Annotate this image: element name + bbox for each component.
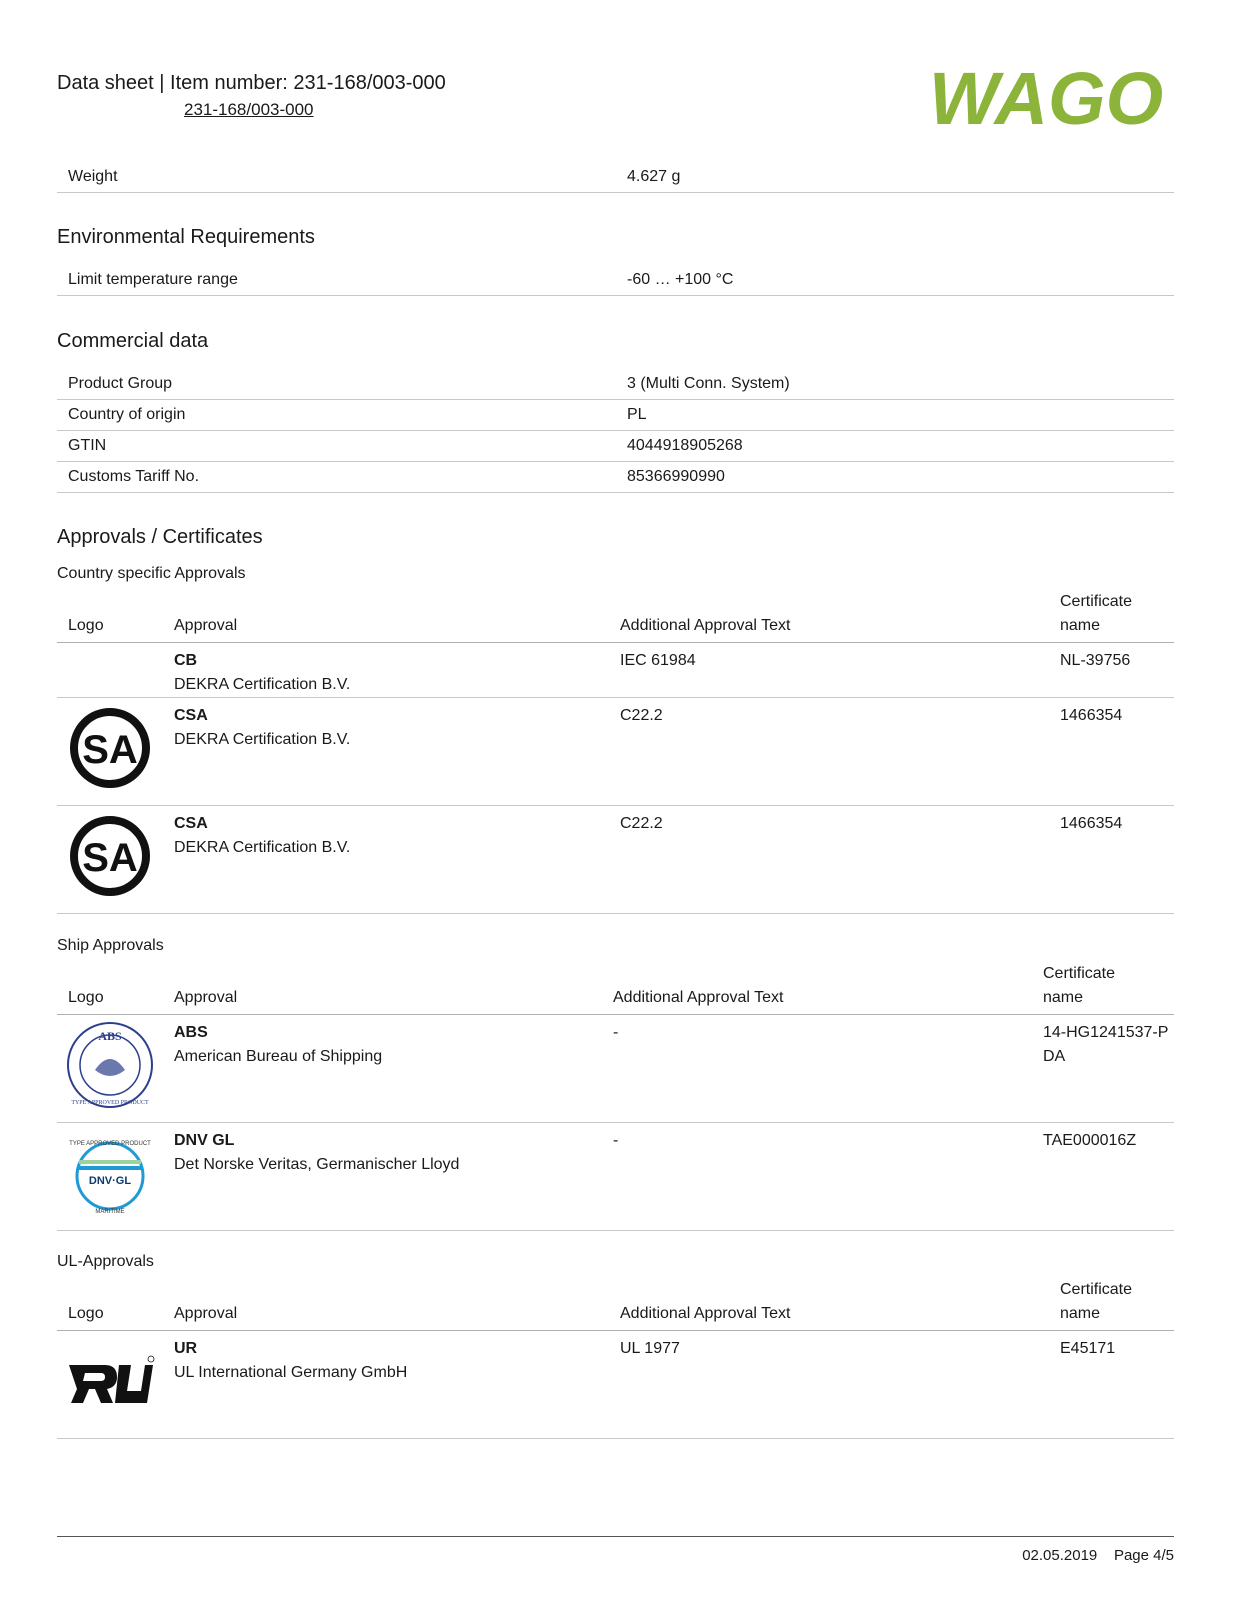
table-row	[57, 806, 1174, 914]
logo-cell-empty	[57, 643, 163, 698]
commercial-title: Commercial data	[57, 330, 209, 352]
table-row	[57, 1331, 1174, 1439]
footer-divider	[57, 1536, 1174, 1537]
approval-org: DEKRA Certification B.V.	[174, 676, 351, 693]
col-approval: Approval	[163, 590, 609, 643]
approvals-title: Approvals / Certificates	[57, 526, 263, 548]
table-row	[57, 162, 1174, 193]
table-header-row	[57, 962, 1174, 1015]
table-header-row	[57, 590, 1174, 643]
approval-cell	[163, 806, 609, 914]
table-row	[57, 369, 1174, 400]
csa-icon	[57, 698, 163, 806]
cert-name: 1466354	[1049, 806, 1174, 914]
wago-logo	[918, 58, 1174, 144]
footer-page: Page 4/5	[1113, 1547, 1174, 1564]
approval-text: C22.2	[609, 698, 1049, 806]
table-row	[57, 1015, 1174, 1123]
approval-cell	[163, 1331, 609, 1439]
svg-text:DNV·GL: DNV·GL	[88, 1174, 132, 1187]
cert-name: E45171	[1049, 1331, 1174, 1439]
row-label: Country of origin	[57, 400, 616, 431]
col-logo: Logo	[57, 962, 163, 1015]
svg-text:SA: SA	[82, 835, 138, 880]
approval-org: Det Norske Veritas, Germanischer Lloyd	[174, 1156, 460, 1173]
svg-text:TYPE APPROVED PRODUCT: TYPE APPROVED PRODUCT	[71, 1099, 149, 1106]
col-logo: Logo	[57, 1278, 163, 1331]
table-row	[57, 698, 1174, 806]
environmental-title: Environmental Requirements	[57, 226, 315, 248]
approval-cell	[163, 1015, 602, 1123]
approval-text: -	[602, 1015, 1032, 1123]
cert-name: TAE000016Z	[1032, 1123, 1174, 1231]
country-approvals-table	[57, 590, 1174, 914]
cert-name: NL-39756	[1049, 643, 1174, 698]
col-approval: Approval	[163, 962, 602, 1015]
wago-logo-text: WAGO	[928, 58, 1164, 140]
footer	[1022, 1547, 1174, 1564]
weight-value: 4.627 g	[616, 162, 1174, 193]
svg-text:MARITIME: MARITIME	[95, 1208, 125, 1215]
approval-name: CSA	[174, 707, 208, 724]
table-row	[57, 643, 1174, 698]
weight-label: Weight	[57, 162, 616, 193]
dnv-gl-icon	[57, 1123, 163, 1231]
item-number-link[interactable]: 231-168/003-000	[184, 100, 314, 119]
ur-icon	[57, 1331, 163, 1439]
table-header-row	[57, 1278, 1174, 1331]
country-approvals-title: Country specific Approvals	[57, 565, 246, 582]
cert-name: 1466354	[1049, 698, 1174, 806]
ul-approvals-title: UL-Approvals	[57, 1253, 154, 1270]
row-label: Limit temperature range	[57, 265, 616, 296]
commercial-table	[57, 369, 1174, 493]
table-row	[57, 1123, 1174, 1231]
col-cert: Certificate name	[1049, 1278, 1174, 1331]
cert-name: 14-HG1241537-PDA	[1032, 1015, 1174, 1123]
approval-org: DEKRA Certification B.V.	[174, 839, 351, 856]
table-row	[57, 265, 1174, 296]
approval-org: DEKRA Certification B.V.	[174, 731, 351, 748]
approval-name: CSA	[174, 815, 208, 832]
row-label: Customs Tariff No.	[57, 462, 616, 493]
col-text: Additional Approval Text	[609, 590, 1049, 643]
approval-org: American Bureau of Shipping	[174, 1048, 383, 1065]
col-text: Additional Approval Text	[609, 1278, 1049, 1331]
approval-name: UR	[174, 1340, 198, 1357]
col-cert: Certificate name	[1032, 962, 1174, 1015]
ul-approvals-table	[57, 1278, 1174, 1439]
abs-icon	[57, 1015, 163, 1123]
row-value: 4044918905268	[616, 431, 1174, 462]
environmental-table	[57, 265, 1174, 296]
approval-cell	[163, 643, 609, 698]
csa-icon	[57, 806, 163, 914]
svg-text:TYPE APPROVED PRODUCT: TYPE APPROVED PRODUCT	[69, 1140, 151, 1147]
row-value: 3 (Multi Conn. System)	[616, 369, 1174, 400]
footer-date: 02.05.2019	[1022, 1547, 1098, 1564]
approval-cell	[163, 698, 609, 806]
table-row	[57, 462, 1174, 493]
ship-approvals-table	[57, 962, 1174, 1231]
row-label: GTIN	[57, 431, 616, 462]
approval-org: UL International Germany GmbH	[174, 1364, 408, 1381]
svg-text:ABS: ABS	[98, 1028, 122, 1043]
table-row	[57, 400, 1174, 431]
col-logo: Logo	[57, 590, 163, 643]
row-value: -60 … +100 °C	[616, 265, 1174, 296]
approval-text: -	[602, 1123, 1032, 1231]
ship-approvals-title: Ship Approvals	[57, 937, 164, 954]
col-text: Additional Approval Text	[602, 962, 1032, 1015]
approval-name: CB	[174, 652, 198, 669]
col-cert: Certificate name	[1049, 590, 1174, 643]
row-label: Product Group	[57, 369, 616, 400]
svg-text:SA: SA	[82, 727, 138, 772]
row-value: PL	[616, 400, 1174, 431]
col-approval: Approval	[163, 1278, 609, 1331]
approval-cell	[163, 1123, 602, 1231]
approval-name: ABS	[174, 1024, 208, 1041]
approval-name: DNV GL	[174, 1132, 235, 1149]
row-value: 85366990990	[616, 462, 1174, 493]
approval-text: C22.2	[609, 806, 1049, 914]
table-row	[57, 431, 1174, 462]
approval-text: IEC 61984	[609, 643, 1049, 698]
approval-text: UL 1977	[609, 1331, 1049, 1439]
page-title: Data sheet | Item number: 231-168/003-000	[57, 72, 446, 94]
weight-table	[57, 162, 1174, 193]
